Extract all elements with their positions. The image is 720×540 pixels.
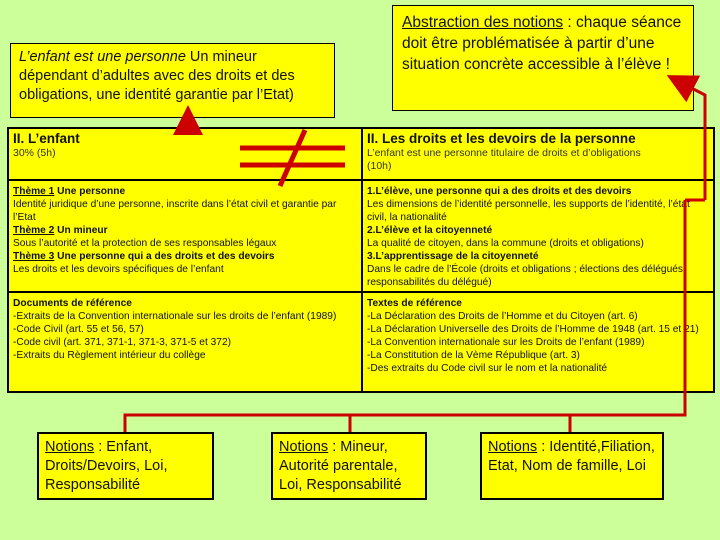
intro-box — [10, 43, 335, 118]
notions-text: : Identité,Filiation, Etat, Nom de famille, Loi — [488, 439, 655, 474]
right-header-title: II. Les droits et les devoirs de la personne — [367, 131, 636, 146]
abstraction-underlined: Abstraction des notions — [402, 14, 564, 31]
notions-box-right — [480, 432, 664, 500]
abstraction-box — [392, 5, 694, 111]
right-theme1-text: Les dimensions de l’identité personnelle, les supports de l’identité, l’état civil, la nationalité — [367, 199, 690, 223]
right-themes — [363, 181, 713, 291]
comparison-table — [7, 127, 715, 393]
theme3-label: Thème 3 — [13, 251, 55, 262]
theme1-label: Thème 1 — [13, 186, 55, 197]
notions-label: Notions — [279, 439, 329, 455]
right-theme3-text: Dans le cadre de l’École (droits et obligations ; élections des délégués, responsabilités du délégué) — [367, 264, 686, 288]
left-reference-line: -Code Civil (art. 55 et 56, 57) — [13, 324, 144, 335]
notions-text: : Enfant, Droits/Devoirs, Loi, Responsabilité — [45, 439, 168, 493]
left-references-title: Documents de référence — [13, 298, 132, 309]
right-reference-line: -La Déclaration des Droits de l’Homme et du Citoyen (art. 6) — [367, 311, 638, 322]
right-reference-line: -La Convention internationale sur les Droits de l’enfant (1989) — [367, 337, 645, 348]
abstraction-text: : chaque séance doit être problématisée à partir d’une situation concrète accessible à l’élève ! — [402, 14, 682, 73]
right-reference-line: -Des extraits du Code civil sur le nom et la nationalité — [367, 363, 608, 374]
right-header — [363, 129, 713, 179]
notions-text: : Mineur, Autorité parentale, Loi, Responsabilité — [279, 439, 402, 493]
theme3-text: Les droits et les devoirs spécifiques de l’enfant — [13, 264, 224, 275]
right-references-title: Textes de référence — [367, 298, 462, 309]
theme1-text: Identité juridique d’une personne, inscrite dans l’état civil et garantie par l’Etat — [13, 199, 337, 223]
notions-label: Notions — [45, 439, 95, 455]
right-references — [363, 293, 713, 391]
left-reference-line: -Extraits de la Convention internationale sur les droits de l’enfant (1989) — [13, 311, 337, 322]
right-theme2-title: 2.L’élève et la citoyenneté — [367, 225, 493, 236]
notions-label: Notions — [488, 439, 538, 455]
theme2-label: Thème 2 — [13, 225, 55, 236]
right-theme2-text: La qualité de citoyen, dans la commune (droits et obligations) — [367, 238, 644, 249]
intro-italic: L’enfant est une personne — [19, 49, 186, 65]
right-header-sub2: (10h) — [367, 160, 392, 172]
left-header-title: II. L’enfant — [13, 131, 80, 146]
right-reference-line: -La Déclaration Universelle des Droits de l’Homme de 1948 (art. 15 et 21) — [367, 324, 699, 335]
theme3-title: Une personne qui a des droits et des devoirs — [54, 251, 275, 262]
intro-text: Un mineur dépendant d’adultes avec des droits et des obligations, une identité garantie par l’Etat) — [19, 49, 295, 103]
left-reference-line: -Code civil (art. 371, 371-1, 371-3, 371-5 et 372) — [13, 337, 232, 348]
left-references — [9, 293, 361, 391]
right-reference-line: -La Constitution de la Vème République (art. 3) — [367, 350, 580, 361]
theme2-title: Un mineur — [54, 225, 108, 236]
right-header-sub1: L’enfant est une personne titulaire de droits et d’obligations — [367, 147, 641, 159]
left-themes — [9, 181, 361, 291]
notions-box-middle — [271, 432, 427, 500]
theme2-text: Sous l’autorité et la protection de ses responsables légaux — [13, 238, 277, 249]
left-header-sub: 30% (5h) — [13, 147, 56, 159]
theme1-title: Une personne — [54, 186, 126, 197]
notions-box-left — [37, 432, 214, 500]
right-theme1-title: 1.L’élève, une personne qui a des droits et des devoirs — [367, 186, 632, 197]
left-reference-line: -Extraits du Règlement intérieur du collège — [13, 350, 206, 361]
left-header — [9, 129, 361, 179]
right-theme3-title: 3.L’apprentissage de la citoyenneté — [367, 251, 539, 262]
